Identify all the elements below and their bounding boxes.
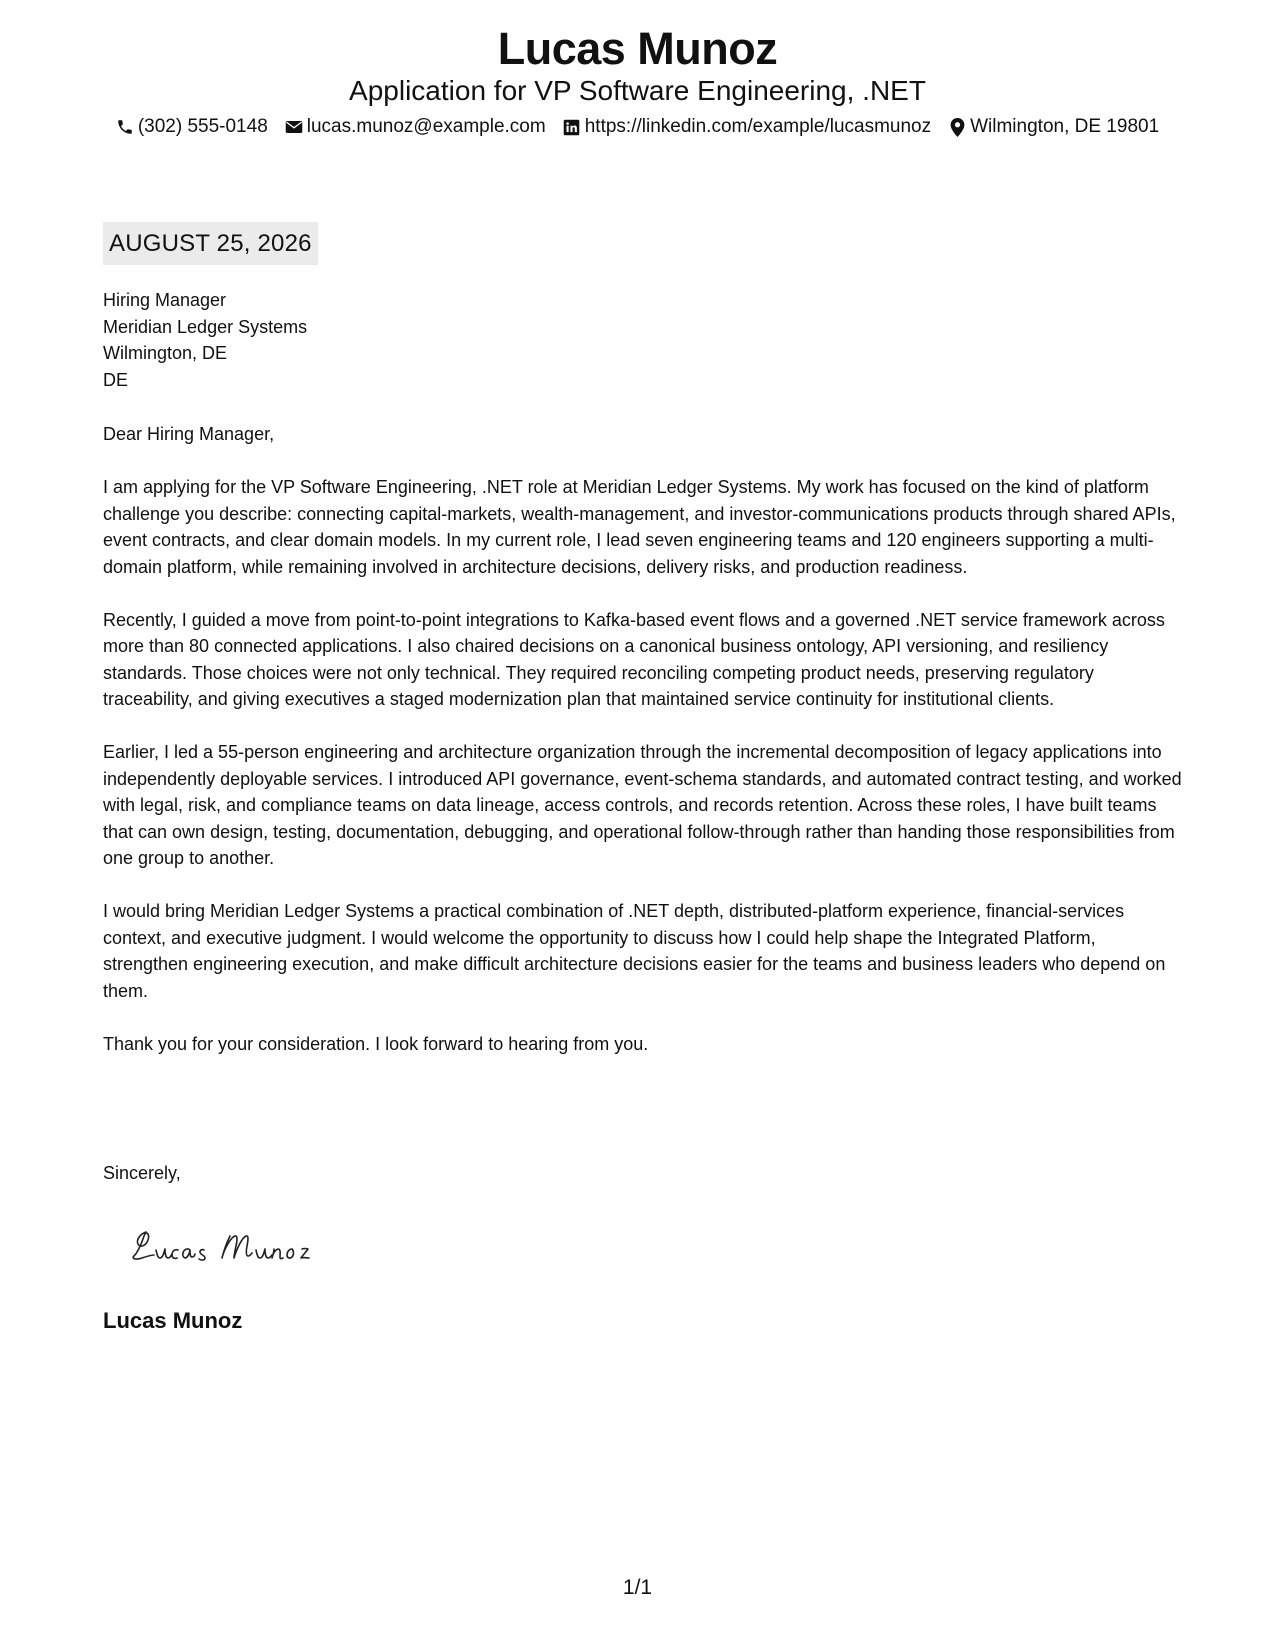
- linkedin-icon: [563, 118, 581, 136]
- contact-location: [948, 114, 1159, 140]
- letter-header: [0, 22, 1275, 140]
- body-paragraph: Thank you for your consideration. I look forward to hearing from you.: [103, 1033, 649, 1054]
- contact-info: [0, 114, 1275, 140]
- envelope-icon: [285, 118, 303, 136]
- letter-date: AUGUST 25, 2026: [103, 222, 318, 265]
- applicant-name: Lucas Munoz: [497, 23, 778, 74]
- closing: Sincerely,: [103, 1163, 181, 1183]
- page-number: 1/1: [622, 1576, 653, 1599]
- location-text: Wilmington, DE 19801: [970, 116, 1160, 137]
- recipient-state: DE: [103, 369, 129, 390]
- body-paragraph: Earlier, I led a 55-person engineering and architecture organization through the incremental decomposition of legacy applications into independently deployable services. I introduced API governance, event-schema standards, and automated contract testing, and worked with legal, risk, and compliance teams on data lineage, access controls, and records retention. Across these roles, I have built teams that can own design, testing, documentation, debugging, and operational follow-through rather than handing those responsibilities from one group to another.: [103, 742, 1182, 868]
- contact-linkedin[interactable]: [563, 114, 931, 140]
- body-paragraph: Recently, I guided a move from point-to-point integrations to Kafka-based event flows and a governed .NET service framework across more than 80 connected applications. I also chaired decisions on a canonical business ontology, API versioning, and resiliency standards. Those choices were not only technical. They required reconciling competing product needs, preserving regulatory traceability, and giving executives a staged modernization plan that maintained service continuity for institutional clients.: [103, 609, 1165, 709]
- recipient-title: Hiring Manager: [103, 290, 227, 310]
- recipient-company: Meridian Ledger Systems: [103, 316, 308, 337]
- map-pin-icon: [948, 118, 966, 136]
- contact-email[interactable]: [285, 114, 546, 140]
- application-title: Application for VP Software Engineering, .NET: [349, 75, 926, 106]
- body-paragraph: I would bring Meridian Ledger Systems a practical combination of .NET depth, distributed-platform experience, financial-services context, and executive judgment. I would welcome the opportunity to discuss how I could help shape the Integrated Platform, strengthen engineering execution, and make difficult architecture decisions easier for the teams and business leaders who depend on them.: [103, 901, 1166, 1001]
- signed-name: Lucas Munoz: [103, 1308, 243, 1333]
- linkedin-link[interactable]: https://linkedin.com/example/lucasmunoz: [584, 116, 932, 137]
- handwritten-signature: [126, 1218, 346, 1278]
- email-link[interactable]: lucas.munoz@example.com: [306, 116, 546, 137]
- letter-body: [103, 421, 1183, 1084]
- recipient-city: Wilmington, DE: [103, 343, 228, 363]
- contact-phone: [116, 114, 268, 140]
- body-paragraph: I am applying for the VP Software Engineering, .NET role at Meridian Ledger Systems. My work has focused on the kind of platform challenge you describe: connecting capital-markets, wealth-management, and investor-communications products through shared APIs, event contracts, and clear domain models. In my current role, I lead seven engineering teams and 120 engineers supporting a multi-domain platform, while remaining involved in architecture decisions, delivery risks, and production readiness.: [103, 477, 1176, 577]
- salutation: Dear Hiring Manager,: [103, 424, 275, 444]
- recipient-address: [103, 287, 307, 393]
- phone-icon: [116, 118, 134, 136]
- phone-text: (302) 555-0148: [137, 116, 268, 137]
